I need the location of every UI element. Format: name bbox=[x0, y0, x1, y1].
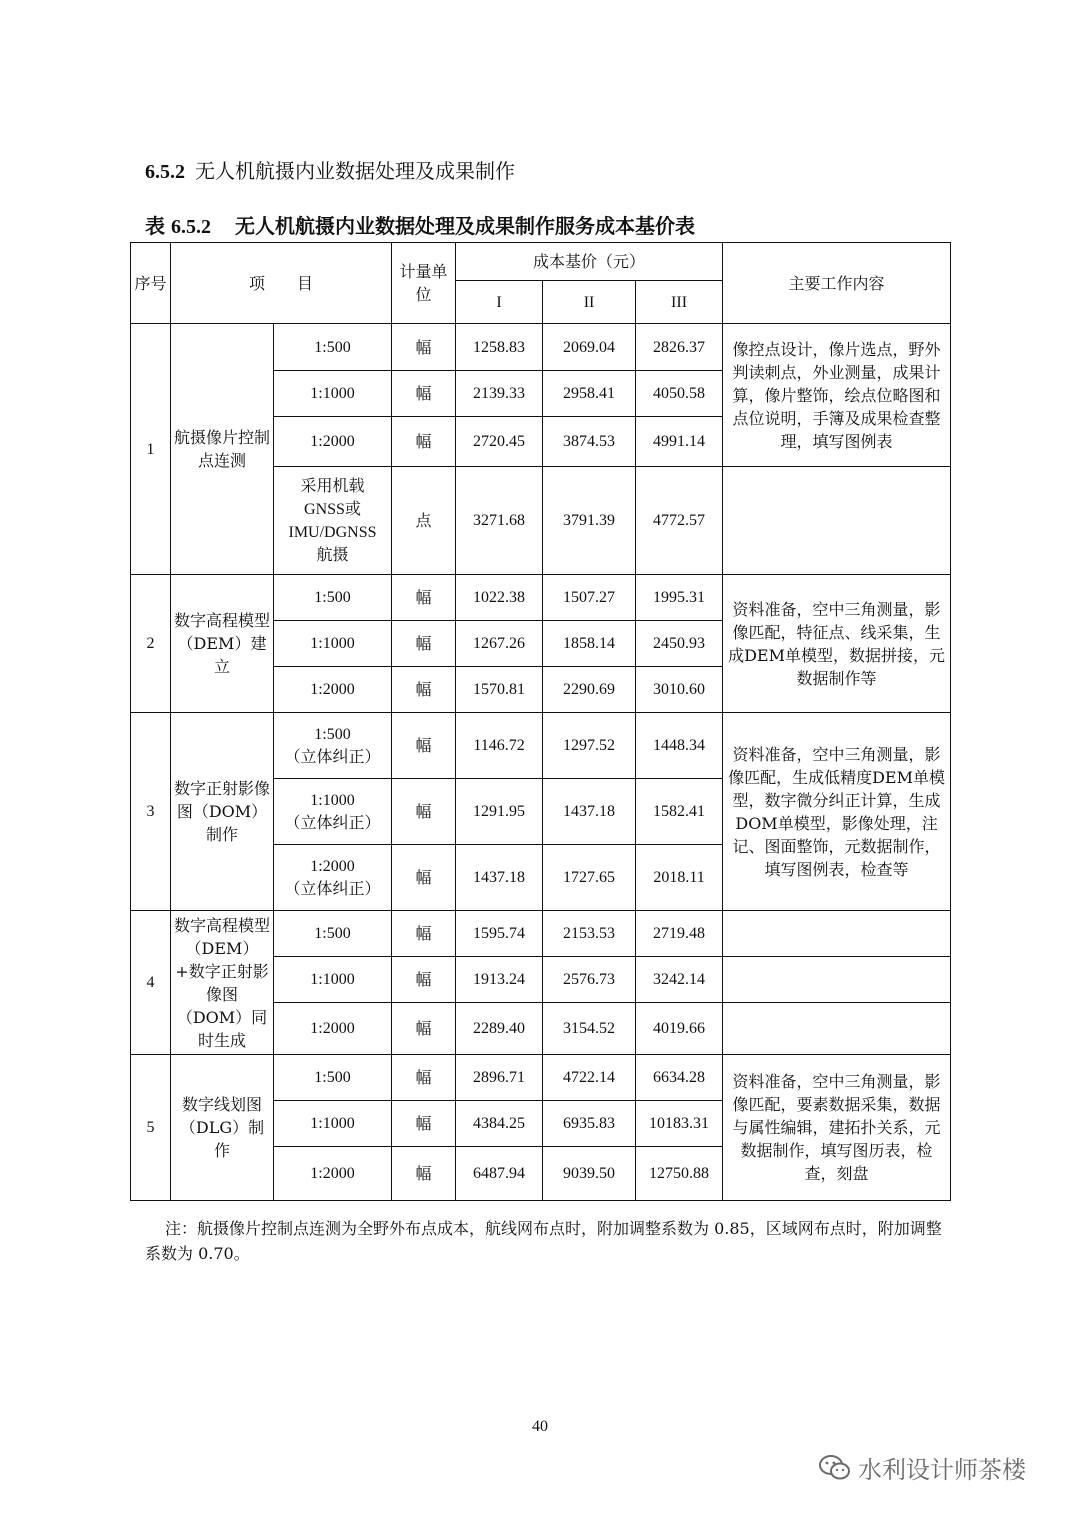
scale-label: 1:500 bbox=[314, 925, 351, 942]
price-grade-3-cell: 1448.34 bbox=[636, 713, 723, 779]
seq-cell: 3 bbox=[131, 713, 171, 911]
price-grade-3-cell: 3242.14 bbox=[636, 957, 723, 1003]
price-grade-1-cell: 1570.81 bbox=[456, 667, 543, 713]
item-name-cell: 航摄像片控制点连测 bbox=[171, 324, 274, 575]
work-content-cell: 资料准备，空中三角测量，影像匹配，要素数据采集，数据与属性编辑，建拓扑关系，元数据制作，填写图历表，检查，刻盘 bbox=[723, 1055, 951, 1201]
header-seq: 序号 bbox=[131, 243, 171, 324]
price-grade-1-cell: 3271.68 bbox=[456, 467, 543, 575]
scale-cell bbox=[274, 371, 392, 417]
unit-cell: 幅 bbox=[392, 371, 456, 417]
scale-cell bbox=[274, 1101, 392, 1147]
seq-cell: 4 bbox=[131, 911, 171, 1055]
unit-cell: 幅 bbox=[392, 1055, 456, 1101]
unit-cell: 幅 bbox=[392, 621, 456, 667]
scale-cell bbox=[274, 957, 392, 1003]
item-name-cell: 数字高程模型（DEM）+数字正射影像图（DOM）同时生成 bbox=[171, 911, 274, 1055]
scale-cell bbox=[274, 779, 392, 845]
work-content-cell-empty bbox=[723, 1003, 951, 1055]
price-grade-1-cell: 6487.94 bbox=[456, 1147, 543, 1201]
unit-cell: 幅 bbox=[392, 667, 456, 713]
table-row bbox=[131, 1055, 951, 1101]
price-grade-3-cell: 1582.41 bbox=[636, 779, 723, 845]
scale-label: 1:2000 bbox=[310, 1165, 355, 1182]
price-grade-1-cell: 1291.95 bbox=[456, 779, 543, 845]
scale-cell bbox=[274, 467, 392, 575]
price-grade-2-cell: 2069.04 bbox=[543, 324, 636, 371]
header-base-price: 成本基价（元） bbox=[456, 243, 723, 281]
unit-cell: 幅 bbox=[392, 324, 456, 371]
unit-cell: 幅 bbox=[392, 845, 456, 911]
watermark bbox=[818, 1450, 1026, 1485]
scale-note: （立体纠正） bbox=[284, 748, 381, 766]
unit-cell: 幅 bbox=[392, 1101, 456, 1147]
scale-label: 1:2000 bbox=[310, 681, 355, 698]
table-note: 注：航摄像片控制点连测为全野外布点成本，航线网布点时，附加调整系数为 0.85，区域网布点时，附加调整系数为 0.70。 bbox=[145, 1219, 942, 1263]
scale-label: 1:2000 bbox=[310, 433, 355, 450]
price-grade-2-cell: 2576.73 bbox=[543, 957, 636, 1003]
scale-cell bbox=[274, 417, 392, 467]
scale-label: 1:500 bbox=[314, 338, 351, 356]
caption-prefix: 表 bbox=[145, 214, 165, 238]
work-content-cell: 像控点设计，像片选点，野外判读刺点，外业测量，成果计算，像片整饰，绘点位略图和点位说明，手簿及成果检查整理，填写图例表 bbox=[723, 324, 951, 467]
header-grade-3: III bbox=[636, 281, 723, 324]
item-name-cell: 数字线划图（DLG）制作 bbox=[171, 1055, 274, 1201]
scale-cell bbox=[274, 911, 392, 957]
caption-title: 无人机航摄内业数据处理及成果制作服务成本基价表 bbox=[235, 214, 695, 238]
unit-cell: 幅 bbox=[392, 957, 456, 1003]
section-number: 6.5.2 bbox=[145, 161, 185, 183]
scale-cell bbox=[274, 1147, 392, 1201]
table-caption bbox=[145, 210, 695, 239]
header-item: 项 目 bbox=[171, 243, 392, 324]
price-grade-3-cell: 2826.37 bbox=[636, 324, 723, 371]
price-grade-2-cell: 3791.39 bbox=[543, 467, 636, 575]
table-row bbox=[131, 713, 951, 779]
price-grade-2-cell: 3154.52 bbox=[543, 1003, 636, 1055]
scale-cell bbox=[274, 1055, 392, 1101]
section-heading bbox=[145, 155, 515, 184]
header-content: 主要工作内容 bbox=[723, 243, 951, 324]
price-grade-2-cell: 9039.50 bbox=[543, 1147, 636, 1201]
work-content-cell-empty bbox=[723, 957, 951, 1003]
header-grade-2: II bbox=[543, 281, 636, 324]
table-row bbox=[131, 911, 951, 957]
scale-label: 1:2000 bbox=[310, 857, 355, 875]
price-grade-3-cell: 2719.48 bbox=[636, 911, 723, 957]
scale-cell bbox=[274, 324, 392, 371]
wechat-icon bbox=[818, 1454, 852, 1482]
scale-cell bbox=[274, 575, 392, 621]
seq-cell: 5 bbox=[131, 1055, 171, 1201]
scale-note: （立体纠正） bbox=[284, 814, 381, 832]
price-grade-2-cell: 2153.53 bbox=[543, 911, 636, 957]
price-grade-1-cell: 1258.83 bbox=[456, 324, 543, 371]
work-content-cell-empty bbox=[723, 467, 951, 575]
header-grade-1: I bbox=[456, 281, 543, 324]
price-grade-1-cell: 1267.26 bbox=[456, 621, 543, 667]
scale-cell bbox=[274, 845, 392, 911]
table-body bbox=[131, 324, 951, 1201]
price-grade-2-cell: 4722.14 bbox=[543, 1055, 636, 1101]
price-grade-3-cell: 4050.58 bbox=[636, 371, 723, 417]
price-grade-3-cell: 2018.11 bbox=[636, 845, 723, 911]
price-grade-2-cell: 1297.52 bbox=[543, 713, 636, 779]
scale-note: （立体纠正） bbox=[284, 880, 381, 898]
unit-cell: 幅 bbox=[392, 417, 456, 467]
price-grade-1-cell: 4384.25 bbox=[456, 1101, 543, 1147]
price-grade-3-cell: 4772.57 bbox=[636, 467, 723, 575]
header-unit: 计量单位 bbox=[392, 243, 456, 324]
price-grade-1-cell: 2139.33 bbox=[456, 371, 543, 417]
page-number: 40 bbox=[532, 1418, 548, 1435]
unit-cell: 幅 bbox=[392, 575, 456, 621]
price-grade-1-cell: 2289.40 bbox=[456, 1003, 543, 1055]
price-grade-1-cell: 2720.45 bbox=[456, 417, 543, 467]
scale-cell bbox=[274, 1003, 392, 1055]
price-grade-3-cell: 4991.14 bbox=[636, 417, 723, 467]
unit-cell: 幅 bbox=[392, 1147, 456, 1201]
unit-cell: 幅 bbox=[392, 1003, 456, 1055]
price-grade-1-cell: 1437.18 bbox=[456, 845, 543, 911]
work-content-cell: 资料准备，空中三角测量，影像匹配，生成低精度DEM单模型，数字微分纠正计算，生成DOM单模型，影像处理，注记、图面整饰，元数据制作，填写图例表，检查等 bbox=[723, 713, 951, 911]
price-grade-1-cell: 1913.24 bbox=[456, 957, 543, 1003]
scale-label: 1:500 bbox=[314, 725, 351, 743]
scale-label: 1:500 bbox=[314, 1069, 351, 1086]
scale-label: 1:2000 bbox=[310, 1020, 355, 1037]
price-grade-1-cell: 1022.38 bbox=[456, 575, 543, 621]
price-grade-3-cell: 4019.66 bbox=[636, 1003, 723, 1055]
price-grade-2-cell: 1507.27 bbox=[543, 575, 636, 621]
table-row bbox=[131, 324, 951, 371]
unit-cell: 幅 bbox=[392, 911, 456, 957]
scale-label: 采用机载GNSS或IMU/DGNSS航摄 bbox=[288, 477, 377, 564]
price-grade-2-cell: 3874.53 bbox=[543, 417, 636, 467]
watermark-text: 水利设计师茶楼 bbox=[858, 1456, 1026, 1484]
scale-cell bbox=[274, 713, 392, 779]
scale-label: 1:1000 bbox=[310, 1115, 355, 1132]
caption-number: 6.5.2 bbox=[171, 216, 211, 238]
seq-cell: 1 bbox=[131, 324, 171, 575]
cost-table bbox=[130, 242, 951, 1201]
table-row bbox=[131, 575, 951, 621]
scale-label: 1:1000 bbox=[310, 971, 355, 988]
work-content-cell: 资料准备，空中三角测量，影像匹配，特征点、线采集，生成DEM单模型，数据拼接，元数据制作等 bbox=[723, 575, 951, 713]
scale-cell bbox=[274, 667, 392, 713]
price-grade-1-cell: 1146.72 bbox=[456, 713, 543, 779]
price-grade-2-cell: 2958.41 bbox=[543, 371, 636, 417]
price-grade-3-cell: 12750.88 bbox=[636, 1147, 723, 1201]
price-grade-3-cell: 10183.31 bbox=[636, 1101, 723, 1147]
price-grade-3-cell: 6634.28 bbox=[636, 1055, 723, 1101]
scale-label: 1:1000 bbox=[310, 635, 355, 652]
scale-label: 1:1000 bbox=[310, 791, 355, 809]
unit-cell: 点 bbox=[392, 467, 456, 575]
scale-label: 1:1000 bbox=[310, 385, 355, 402]
price-grade-2-cell: 2290.69 bbox=[543, 667, 636, 713]
price-grade-3-cell: 1995.31 bbox=[636, 575, 723, 621]
price-grade-3-cell: 2450.93 bbox=[636, 621, 723, 667]
seq-cell: 2 bbox=[131, 575, 171, 713]
unit-cell: 幅 bbox=[392, 779, 456, 845]
scale-label: 1:500 bbox=[314, 589, 351, 606]
price-grade-1-cell: 1595.74 bbox=[456, 911, 543, 957]
price-grade-2-cell: 6935.83 bbox=[543, 1101, 636, 1147]
price-grade-3-cell: 3010.60 bbox=[636, 667, 723, 713]
price-grade-2-cell: 1727.65 bbox=[543, 845, 636, 911]
unit-cell: 幅 bbox=[392, 713, 456, 779]
price-grade-2-cell: 1858.14 bbox=[543, 621, 636, 667]
section-title: 无人机航摄内业数据处理及成果制作 bbox=[195, 159, 515, 183]
work-content-cell-empty bbox=[723, 911, 951, 957]
price-grade-1-cell: 2896.71 bbox=[456, 1055, 543, 1101]
price-grade-2-cell: 1437.18 bbox=[543, 779, 636, 845]
item-name-cell: 数字高程模型（DEM）建立 bbox=[171, 575, 274, 713]
scale-cell bbox=[274, 621, 392, 667]
item-name-cell: 数字正射影像图（DOM）制作 bbox=[171, 713, 274, 911]
